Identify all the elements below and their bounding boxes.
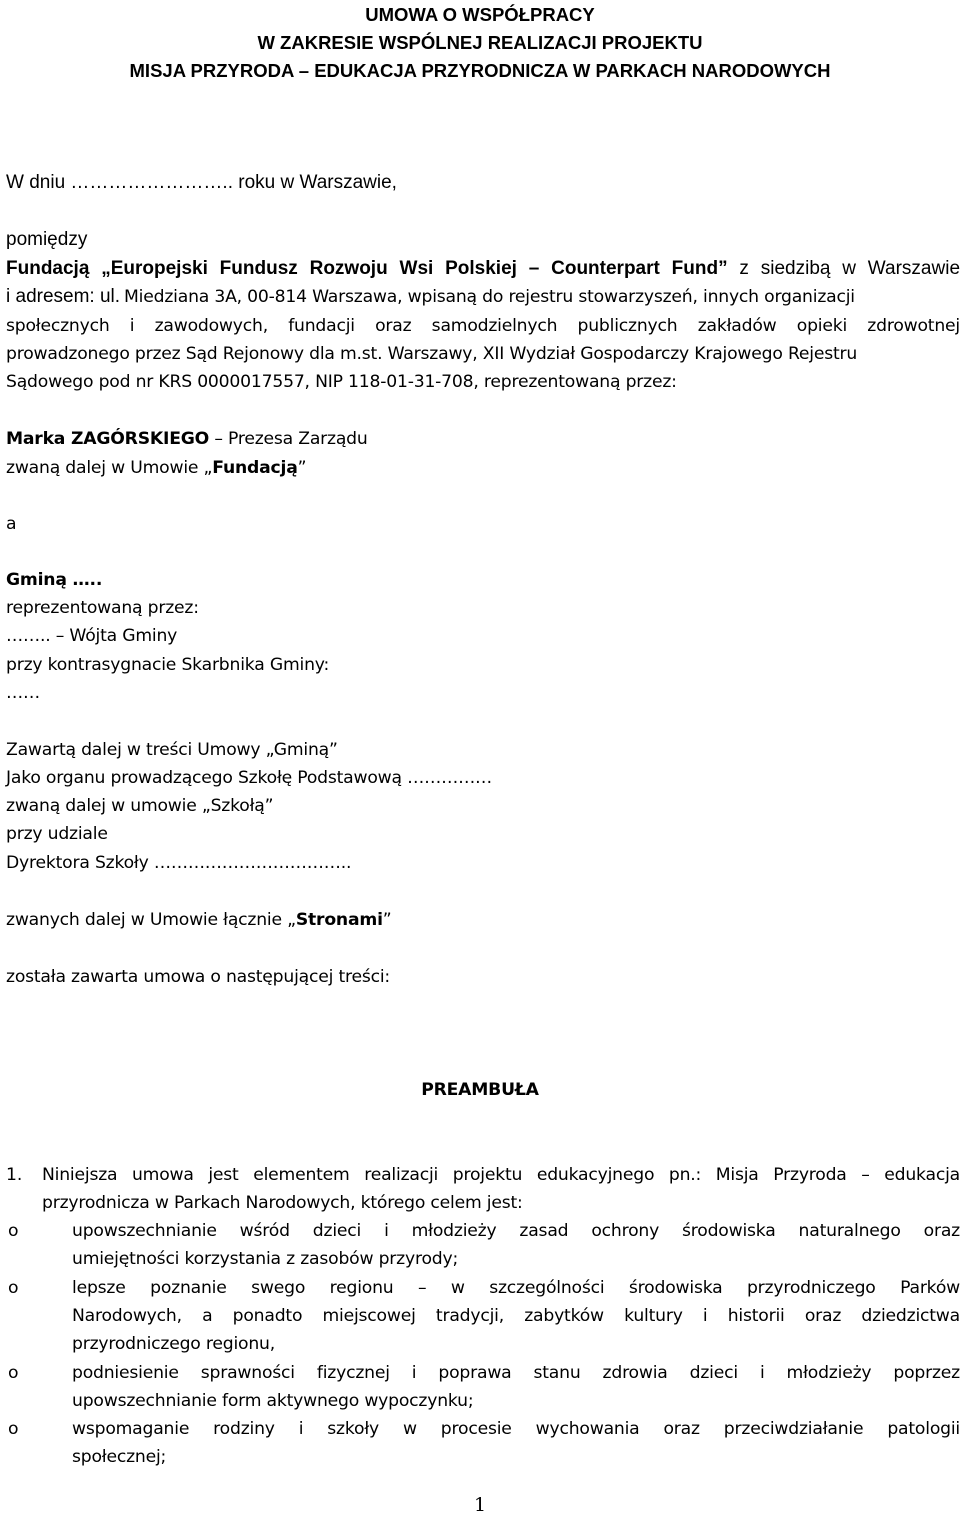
school-line-1: Zawartą dalej w treści Umowy „Gminą” [6,740,338,760]
school-line-2: Jako organu prowadzącego Szkołę Podstawową …………… [6,768,493,788]
gmina-countersign: przy kontrasygnacie Skarbnika Gminy: [6,655,330,675]
gmina-treasurer: …… [6,683,40,703]
representative-name: Marka ZAGÓRSKIEGO [6,429,210,449]
preamble-heading: PREAMBUŁA [421,1080,539,1100]
school-director: Dyrektora Szkoły …………………………….. [6,853,352,873]
bullet-3-line-1: podniesienie sprawności fizycznej i poprawa stanu zdrowia dzieci i młodzieży poprzez [72,1363,960,1383]
bullet-3-line-2: upowszechnianie form aktywnego wypoczynku; [72,1391,474,1411]
bullet-2-line-2: Narodowych, a ponadto miejscowej tradycji, zabytków kultury i historii oraz dziedzictwa [72,1306,960,1326]
fundacja-called-prefix: zwaną dalej w Umowie „ [6,458,213,478]
title-line-1: UMOWA O WSPÓŁPRACY [365,4,595,25]
party1-line [6,258,960,280]
representative-role: – Prezesa Zarządu [209,429,368,449]
gmina-name: Gminą ….. [6,570,103,590]
title-line-3: MISJA PRZYRODA – EDUKACJA PRZYRODNICZA W PARKACH NARODOWYCH [129,60,831,81]
court-text: prowadzonego przez Sąd Rejonowy dla m.st. [6,344,383,364]
document-title [0,1,960,85]
fundacja-called-suffix: ” [297,458,307,478]
parties-line [6,910,391,930]
bullet-1-line-1: upowszechnianie wśród dzieci i młodzieży zasad ochrony środowiska naturalnego oraz [72,1221,960,1241]
bullet-marker-3: o [8,1363,19,1383]
gmina-represented: reprezentowaną przez: [6,598,199,618]
registry-line-4 [6,344,857,364]
court-division: Warszawy, XII Wydział Gospodarczy Krajowego Rejestru [387,344,858,364]
address-line [6,286,960,308]
fundacja-representative [6,429,368,449]
page-number: 1 [473,1494,487,1516]
concluded-line: została zawarta umowa o następującej treści: [6,967,391,987]
item-1-line-2: przyrodnicza w Parkach Narodowych, którego celem jest: [42,1193,523,1213]
school-line-4: przy udziale [6,824,108,844]
item-number: 1. [6,1165,23,1185]
bullet-2-line-1: lepsze poznanie swego regionu – w szczególności środowiska przyrodniczego Parków [72,1278,960,1298]
party1-name: Fundacją „Europejski Fundusz Rozwoju Wsi Polskiej – Counterpart Fund” [6,258,728,279]
parties-name: Stronami [295,910,383,930]
fundacja-called-name: Fundacją [212,458,298,478]
school-line-3: zwaną dalej w umowie „Szkołą” [6,796,274,816]
bullet-2-line-3: przyrodniczego regionu, [72,1334,276,1354]
fundacja-called [6,458,306,478]
and-conjunction: a [6,514,17,534]
bullet-marker-1: o [8,1221,19,1241]
registry-line-5: Sądowego pod nr KRS 0000017557, NIP 118-01-31-708, reprezentowaną przez: [6,372,677,392]
bullet-marker-2: o [8,1278,19,1298]
gmina-mayor: …….. – Wójta Gminy [6,626,178,646]
item-1-line-1: Niniejsza umowa jest elementem realizacji projektu edukacyjnego pn.: Misja Przyroda – edukacja [42,1165,960,1185]
party1-seat: z siedzibą w Warszawie [739,258,960,279]
address-text: Miedziana 3A, 00-814 Warszawa, wpisaną do rejestru stowarzyszeń, innych organizacji [124,287,855,307]
date-line: W dniu …………………….. roku w Warszawie, [6,172,397,193]
parties-suffix: ” [382,910,392,930]
bullet-4-line-2: społecznej; [72,1447,167,1467]
registry-line-3: społecznych i zawodowych, fundacji oraz samodzielnych publicznych zakładów opieki zdrowotnej [6,316,960,336]
title-line-2: W ZAKRESIE WSPÓLNEJ REALIZACJI PROJEKTU [257,32,703,53]
address-prefix: i adresem: ul. [6,286,121,307]
bullet-4-line-1: wspomaganie rodziny i szkoły w procesie wychowania oraz przeciwdziałanie patologii [72,1419,960,1439]
between-label: pomiędzy [6,229,88,250]
parties-prefix: zwanych dalej w Umowie łącznie „ [6,910,296,930]
bullet-1-line-2: umiejętności korzystania z zasobów przyrody; [72,1249,459,1269]
bullet-marker-4: o [8,1419,19,1439]
